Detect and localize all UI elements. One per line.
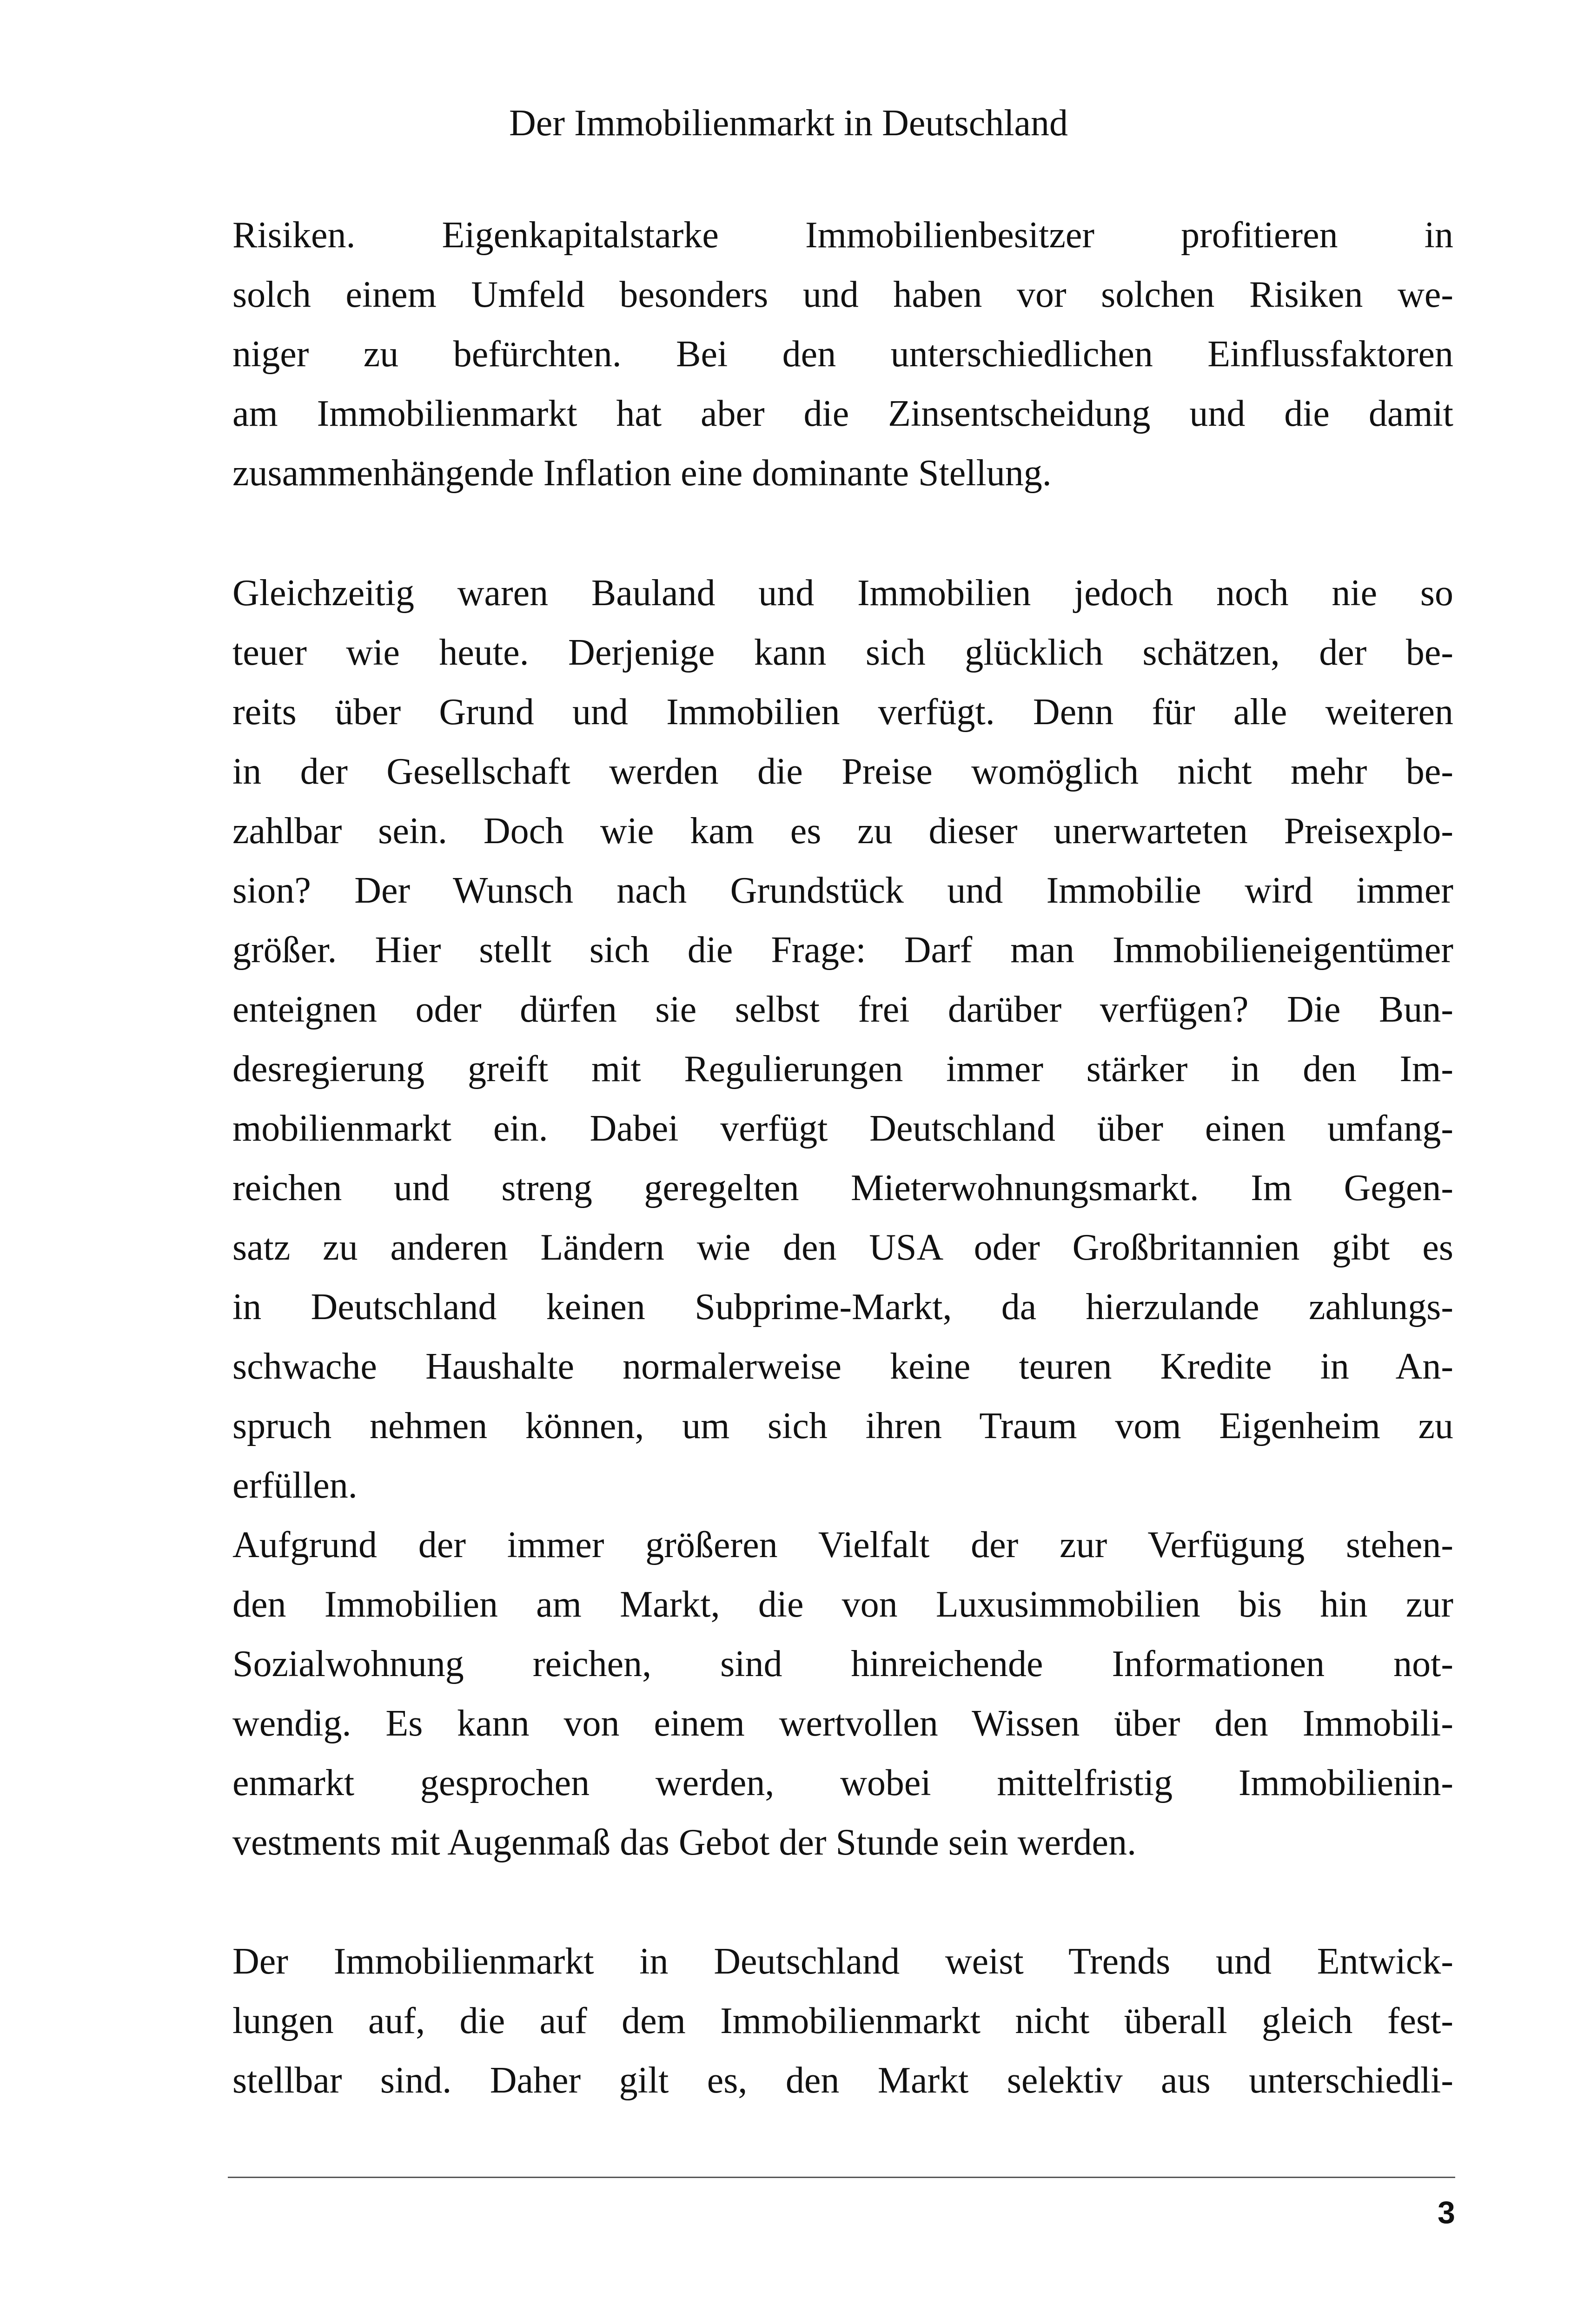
text-line: reichen und streng geregelten Mieterwohnungsmarkt. Im Gegen- (232, 1168, 1453, 1208)
text-line: sion? Der Wunsch nach Grundstück und Immobilie wird immer (232, 870, 1453, 911)
running-header: Der Immobilienmarkt in Deutschland (509, 103, 1068, 144)
text-line: desregierung greift mit Regulierungen immer stärker in den Im- (232, 1049, 1453, 1089)
footer-divider (228, 2177, 1455, 2178)
text-line: solch einem Umfeld besonders und haben vor solchen Risiken we- (232, 274, 1453, 315)
paragraph-1 (232, 205, 1453, 503)
page-number: 3 (1438, 2195, 1455, 2230)
paragraph-4 (232, 1932, 1453, 2110)
text-line: wendig. Es kann von einem wertvollen Wissen über den Immobili- (232, 1703, 1453, 1744)
text-line: erfüllen. (232, 1465, 358, 1506)
text-line: reits über Grund und Immobilien verfügt. Denn für alle weiteren (232, 692, 1453, 733)
text-line: größer. Hier stellt sich die Frage: Darf man Immobilieneigentümer (232, 930, 1453, 971)
text-line: enmarkt gesprochen werden, wobei mittelfristig Immobilienin- (232, 1763, 1453, 1803)
paragraph-3 (232, 1515, 1453, 1872)
text-line: Der Immobilienmarkt in Deutschland weist Trends und Entwick- (232, 1941, 1453, 1982)
text-line: Sozialwohnung reichen, sind hinreichende Informationen not- (232, 1644, 1453, 1684)
text-line: Risiken. Eigenkapitalstarke Immobilienbesitzer profitieren in (232, 215, 1453, 256)
text-line: lungen auf, die auf dem Immobilienmarkt nicht überall gleich fest- (232, 2000, 1453, 2041)
text-line: zusammenhängende Inflation eine dominante Stellung. (232, 453, 1052, 494)
text-line: satz zu anderen Ländern wie den USA oder Großbritannien gibt es (232, 1227, 1453, 1268)
text-line: schwache Haushalte normalerweise keine teuren Kredite in An- (232, 1346, 1453, 1387)
text-line: am Immobilienmarkt hat aber die Zinsentscheidung und die damit (232, 393, 1453, 434)
paragraph-2 (232, 563, 1453, 1515)
text-line: vestments mit Augenmaß das Gebot der Stunde sein werden. (232, 1822, 1137, 1863)
text-line: mobilienmarkt ein. Dabei verfügt Deutschland über einen umfang- (232, 1108, 1453, 1149)
text-line: enteignen oder dürfen sie selbst frei darüber verfügen? Die Bun- (232, 989, 1453, 1030)
text-line: zahlbar sein. Doch wie kam es zu dieser unerwarteten Preisexplo- (232, 811, 1453, 852)
text-line: in Deutschland keinen Subprime-Markt, da hierzulande zahlungs- (232, 1287, 1453, 1327)
text-line: in der Gesellschaft werden die Preise womöglich nicht mehr be- (232, 751, 1453, 792)
text-line: spruch nehmen können, um sich ihren Traum vom Eigenheim zu (232, 1406, 1453, 1446)
text-line: stellbar sind. Daher gilt es, den Markt selektiv aus unterschiedli- (232, 2060, 1453, 2101)
text-line: Aufgrund der immer größeren Vielfalt der zur Verfügung stehen- (232, 1525, 1453, 1565)
text-line: niger zu befürchten. Bei den unterschiedlichen Einflussfaktoren (232, 334, 1453, 375)
text-line: teuer wie heute. Derjenige kann sich glücklich schätzen, der be- (232, 632, 1453, 673)
text-line: den Immobilien am Markt, die von Luxusimmobilien bis hin zur (232, 1584, 1453, 1625)
text-line: Gleichzeitig waren Bauland und Immobilien jedoch noch nie so (232, 573, 1453, 614)
